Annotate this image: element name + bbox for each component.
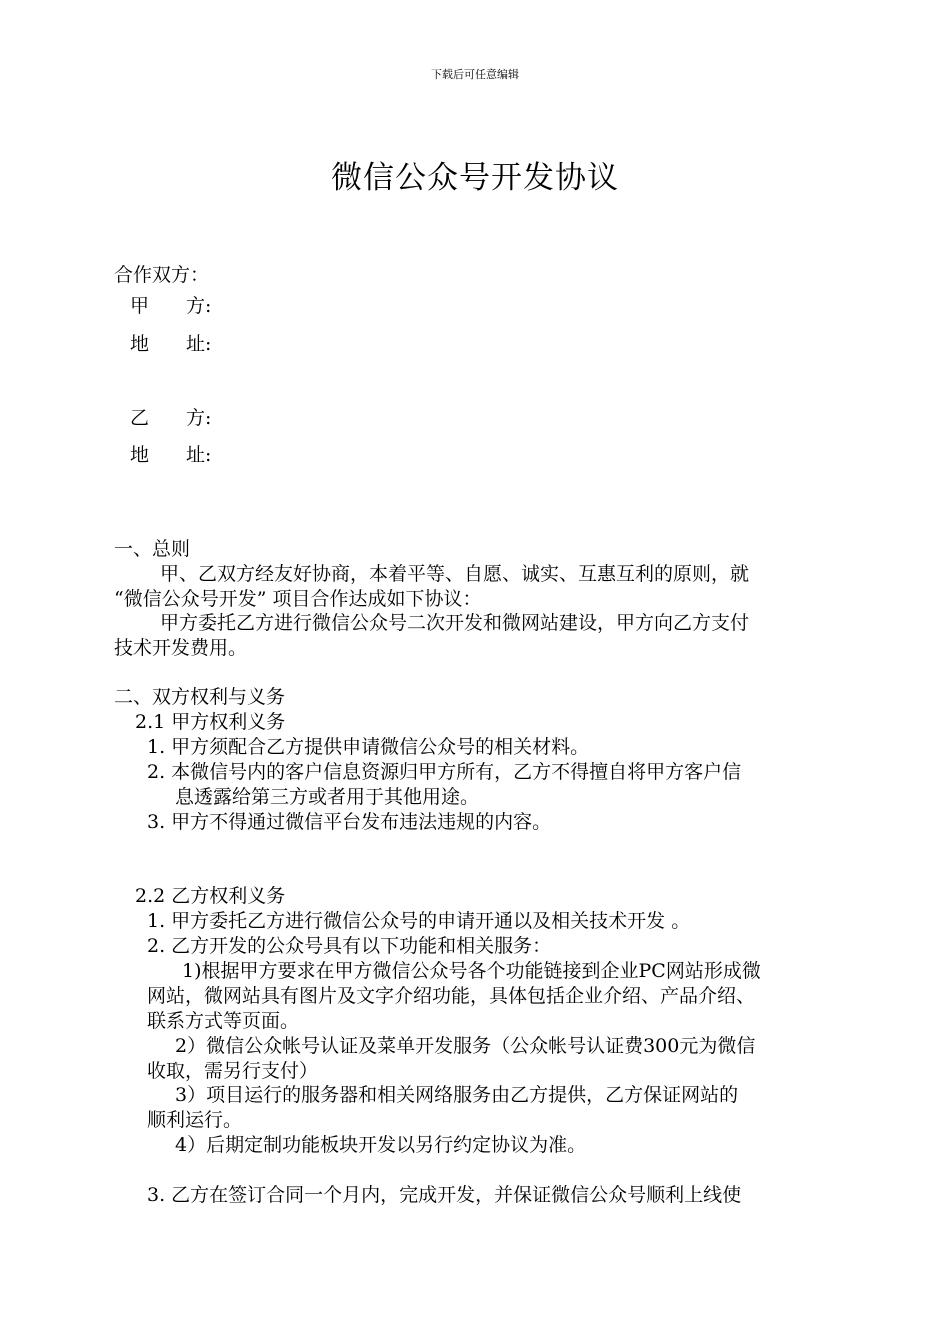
section2-2-sub1-line2: 网站，微网站具有图片及文字介绍功能，具体包括企业介绍、产品介绍、 bbox=[147, 985, 756, 1007]
section1-p1-line2: “微信公众号开发” 项目合作达成如下协议： bbox=[114, 588, 482, 610]
section2-2-sub2-line2: 收取，需另行支付） bbox=[147, 1060, 319, 1082]
section2-2-item2: 2. 乙方开发的公众号具有以下功能和相关服务： bbox=[147, 935, 552, 957]
address-a-line bbox=[130, 332, 211, 356]
party-b-label-1: 乙 bbox=[130, 407, 150, 429]
address-a-label-2: 址: bbox=[186, 333, 212, 355]
header-note: 下载后可任意编辑 bbox=[431, 68, 519, 81]
address-b-label-2: 址: bbox=[186, 444, 212, 466]
section2-2-sub4-line1: 4）后期定制功能板块开发以另行约定协议为准。 bbox=[175, 1134, 587, 1156]
section2-2-heading: 2.2 乙方权利义务 bbox=[135, 885, 286, 907]
section2-2-item1: 1. 甲方委托乙方进行微信公众号的申请开通以及相关技术开发 。 bbox=[147, 910, 691, 932]
party-b-label-2: 方: bbox=[186, 407, 212, 429]
section2-1-heading: 2.1 甲方权利义务 bbox=[135, 711, 286, 733]
address-a-label-1: 地 bbox=[130, 333, 150, 355]
section2-1-item1: 1. 甲方须配合乙方提供申请微信公众号的相关材料。 bbox=[147, 736, 590, 758]
section2-2-sub3-line2: 顺利运行。 bbox=[147, 1109, 243, 1131]
section2-2-sub1-line1: 1)根据甲方要求在甲方微信公众号各个功能链接到企业PC网站形成微 bbox=[182, 960, 761, 982]
party-a-label-2: 方: bbox=[186, 295, 212, 317]
address-b-label-1: 地 bbox=[130, 444, 150, 466]
section2-1-item2-line1: 2. 本微信号内的客户信息资源归甲方所有，乙方不得擅自将甲方客户信 bbox=[147, 761, 742, 783]
party-a-line bbox=[130, 294, 211, 318]
section2-1-item3: 3. 甲方不得通过微信平台发布违法违规的内容。 bbox=[147, 811, 552, 833]
parties-heading: 合作双方： bbox=[114, 264, 210, 286]
section1-p1-line1: 甲、乙双方经友好协商，本着平等、自愿、诚实、互惠互利的原则，就 bbox=[160, 563, 750, 585]
section2-2-sub1-line3: 联系方式等页面。 bbox=[147, 1010, 300, 1032]
section1-heading: 一、总则 bbox=[114, 538, 191, 560]
section2-1-item2-line2: 息透露给第三方或者用于其他用途。 bbox=[175, 786, 480, 808]
address-b-line bbox=[130, 443, 211, 467]
section2-2-sub2-line1: 2）微信公众帐号认证及菜单开发服务（公众帐号认证费300元为微信 bbox=[175, 1035, 756, 1057]
party-b-line bbox=[130, 406, 211, 430]
section1-p2-line2: 技术开发费用。 bbox=[114, 637, 248, 659]
section2-2-item3: 3. 乙方在签订合同一个月内，完成开发，并保证微信公众号顺利上线使 bbox=[147, 1184, 742, 1206]
section2-2-sub3-line1: 3）项目运行的服务器和相关网络服务由乙方提供，乙方保证网站的 bbox=[175, 1084, 739, 1106]
document-title: 微信公众号开发协议 bbox=[331, 160, 619, 196]
section1-p2-line1: 甲方委托乙方进行微信公众号二次开发和微网站建设，甲方向乙方支付 bbox=[160, 612, 750, 634]
section2-heading: 二、双方权利与义务 bbox=[114, 686, 286, 708]
party-a-label-1: 甲 bbox=[130, 295, 150, 317]
